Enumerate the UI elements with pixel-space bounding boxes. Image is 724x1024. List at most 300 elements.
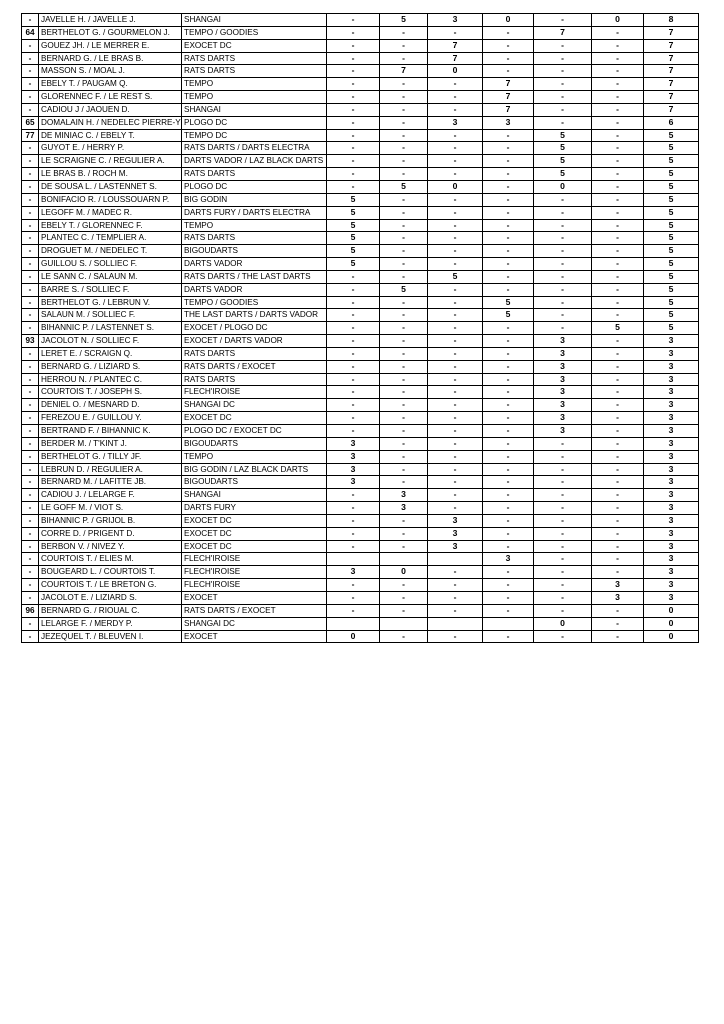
rank-cell: - [22,347,39,360]
rank-cell: - [22,103,39,116]
score-cell-4: - [483,219,534,232]
table-row [22,65,699,78]
club-cell: EXOCET DC [182,412,327,425]
score-cell-3: - [428,450,483,463]
rank-cell: - [22,91,39,104]
score-cell-4: - [483,360,534,373]
score-cell-4: - [483,604,534,617]
player-names-cell: JAVELLE H. / JAVELLE J. [39,14,182,27]
score-cell-4: - [483,527,534,540]
rank-cell: - [22,399,39,412]
player-names-cell: JACOLOT N. / SOLLIEC F. [39,335,182,348]
player-names-cell: LE BRAS B. / ROCH M. [39,168,182,181]
score-cell-5: - [534,65,592,78]
score-cell-1: - [327,168,380,181]
score-cell-3: 3 [428,527,483,540]
rank-cell: - [22,360,39,373]
score-cell-1: 5 [327,245,380,258]
total-cell: 5 [644,180,699,193]
score-cell-2: - [380,309,428,322]
score-cell-3: - [428,103,483,116]
rank-cell: - [22,412,39,425]
score-cell-5: - [534,103,592,116]
score-cell-4: - [483,425,534,438]
club-cell: EXOCET / DARTS VADOR [182,335,327,348]
score-cell-2 [380,617,428,630]
score-cell-4: - [483,463,534,476]
score-cell-6: - [592,373,644,386]
score-cell-4: - [483,180,534,193]
total-cell: 5 [644,129,699,142]
score-cell-3: - [428,142,483,155]
club-cell: FLECH'IROISE [182,579,327,592]
score-cell-4: - [483,26,534,39]
score-cell-2: 5 [380,14,428,27]
score-cell-6: - [592,193,644,206]
player-names-cell: CADIOU J. / LELARGE F. [39,489,182,502]
rank-cell: - [22,206,39,219]
player-names-cell: DE MINIAC C. / EBELY T. [39,129,182,142]
table-row [22,219,699,232]
score-cell-3: - [428,296,483,309]
club-cell: RATS DARTS [182,347,327,360]
score-cell-6: - [592,78,644,91]
table-row [22,129,699,142]
score-cell-6: - [592,527,644,540]
score-cell-3: - [428,206,483,219]
total-cell: 7 [644,39,699,52]
club-cell: BIGOUDARTS [182,437,327,450]
player-names-cell: BIHANNIC P. / GRIJOL B. [39,514,182,527]
player-names-cell: EBELY T. / GLORENNEC F. [39,219,182,232]
table-row [22,463,699,476]
rank-cell: - [22,219,39,232]
table-row [22,412,699,425]
score-cell-5: 0 [534,180,592,193]
score-cell-3: - [428,258,483,271]
club-cell: TEMPO / GOODIES [182,26,327,39]
score-cell-2: - [380,322,428,335]
player-names-cell: CADIOU J / JAOUEN D. [39,103,182,116]
score-cell-3: - [428,360,483,373]
club-cell: TEMPO [182,78,327,91]
score-cell-3: - [428,309,483,322]
total-cell: 5 [644,322,699,335]
total-cell: 7 [644,103,699,116]
score-cell-5: - [534,219,592,232]
table-row [22,335,699,348]
score-cell-2: - [380,335,428,348]
table-row [22,386,699,399]
player-names-cell: DOMALAIN H. / NEDELEC PIERRE-Y [39,116,182,129]
rank-cell: - [22,566,39,579]
score-cell-6: - [592,463,644,476]
total-cell: 0 [644,630,699,643]
total-cell: 3 [644,450,699,463]
score-cell-2: - [380,604,428,617]
score-cell-5: - [534,322,592,335]
score-cell-1: 5 [327,258,380,271]
score-cell-2 [380,553,428,566]
club-cell: TEMPO / GOODIES [182,296,327,309]
rank-cell: - [22,296,39,309]
table-row [22,373,699,386]
score-cell-2: - [380,26,428,39]
score-cell-1: - [327,14,380,27]
score-cell-1: - [327,283,380,296]
score-cell-6: - [592,232,644,245]
score-cell-2: - [380,116,428,129]
score-cell-5: - [534,296,592,309]
club-cell: SHANGAI [182,14,327,27]
score-cell-1: 3 [327,463,380,476]
club-cell: TEMPO [182,219,327,232]
player-names-cell: HERROU N. / PLANTEC C. [39,373,182,386]
score-cell-1: 3 [327,450,380,463]
score-cell-6: - [592,26,644,39]
score-cell-4: - [483,450,534,463]
player-names-cell: LELARGE F. / MERDY P. [39,617,182,630]
score-cell-5: 5 [534,168,592,181]
club-cell: EXOCET DC [182,540,327,553]
score-cell-2: - [380,540,428,553]
player-names-cell: DROGUET M. / NEDELEC T. [39,245,182,258]
score-cell-2: 5 [380,283,428,296]
player-names-cell: PLANTEC C. / TEMPLIER A. [39,232,182,245]
total-cell: 5 [644,296,699,309]
score-cell-6: - [592,309,644,322]
score-cell-1: - [327,116,380,129]
rank-cell: 65 [22,116,39,129]
player-names-cell: LERET E. / SCRAIGN Q. [39,347,182,360]
rank-cell: - [22,527,39,540]
table-row [22,360,699,373]
score-cell-4: - [483,502,534,515]
score-cell-2: - [380,412,428,425]
score-cell-1: - [327,296,380,309]
rank-cell: - [22,502,39,515]
score-cell-6: - [592,155,644,168]
score-cell-2: - [380,296,428,309]
table-row [22,425,699,438]
score-cell-6: - [592,425,644,438]
rank-cell: - [22,232,39,245]
score-cell-6: - [592,258,644,271]
rank-cell: - [22,168,39,181]
score-cell-2: - [380,270,428,283]
score-cell-5: 5 [534,129,592,142]
score-cell-5: - [534,52,592,65]
total-cell: 7 [644,26,699,39]
score-cell-3: - [428,476,483,489]
club-cell: RATS DARTS / DARTS ELECTRA [182,142,327,155]
club-cell: RATS DARTS [182,65,327,78]
score-cell-4: - [483,283,534,296]
score-cell-3: - [428,386,483,399]
table-row [22,399,699,412]
rank-cell: - [22,489,39,502]
player-names-cell: EBELY T. / PAUGAM Q. [39,78,182,91]
player-names-cell: LE SCRAIGNE C. / REGULIER A. [39,155,182,168]
ranking-body [22,14,699,643]
score-cell-3: 3 [428,514,483,527]
score-cell-5: - [534,604,592,617]
score-cell-4: - [483,206,534,219]
score-cell-6: - [592,437,644,450]
total-cell: 5 [644,270,699,283]
player-names-cell: CORRE D. / PRIGENT D. [39,527,182,540]
score-cell-5: - [534,14,592,27]
score-cell-6: - [592,206,644,219]
score-cell-4: 5 [483,309,534,322]
score-cell-6: - [592,502,644,515]
score-cell-2: - [380,129,428,142]
rank-cell: - [22,142,39,155]
score-cell-6: 5 [592,322,644,335]
score-cell-6: - [592,52,644,65]
total-cell: 5 [644,258,699,271]
score-cell-4: 0 [483,14,534,27]
score-cell-3: - [428,489,483,502]
total-cell: 3 [644,527,699,540]
club-cell: RATS DARTS [182,232,327,245]
score-cell-6: - [592,476,644,489]
score-cell-5: 3 [534,335,592,348]
club-cell: EXOCET [182,630,327,643]
score-cell-2: - [380,399,428,412]
score-cell-2: - [380,579,428,592]
score-cell-1 [327,617,380,630]
score-cell-2: - [380,386,428,399]
table-row [22,168,699,181]
rank-cell: - [22,476,39,489]
score-cell-1: - [327,180,380,193]
table-row [22,309,699,322]
rank-cell: - [22,540,39,553]
table-row [22,437,699,450]
score-cell-5: - [534,527,592,540]
player-names-cell: JEZEQUEL T. / BLEUVEN I. [39,630,182,643]
score-cell-4: - [483,193,534,206]
score-cell-2: - [380,52,428,65]
score-cell-3: - [428,283,483,296]
score-cell-3: - [428,347,483,360]
score-cell-1: 5 [327,232,380,245]
player-names-cell: LE GOFF M. / VIOT S. [39,502,182,515]
total-cell: 3 [644,540,699,553]
score-cell-5: 7 [534,26,592,39]
score-cell-3: 3 [428,540,483,553]
score-cell-5: 5 [534,155,592,168]
score-cell-3: - [428,335,483,348]
score-cell-6: 3 [592,579,644,592]
score-cell-5: - [534,116,592,129]
score-cell-3: - [428,604,483,617]
score-cell-6: 0 [592,14,644,27]
total-cell: 0 [644,604,699,617]
score-cell-5: - [534,463,592,476]
score-cell-1: - [327,360,380,373]
total-cell: 3 [644,412,699,425]
score-cell-1: - [327,91,380,104]
score-cell-6: - [592,399,644,412]
score-cell-5: - [534,270,592,283]
rank-cell: - [22,322,39,335]
score-cell-4: - [483,591,534,604]
score-cell-1: - [327,399,380,412]
score-cell-1: - [327,129,380,142]
table-row [22,193,699,206]
score-cell-2: - [380,91,428,104]
score-cell-3: - [428,425,483,438]
club-cell: EXOCET [182,591,327,604]
rank-cell: - [22,579,39,592]
club-cell: EXOCET DC [182,514,327,527]
score-cell-5: - [534,630,592,643]
score-cell-2: 3 [380,489,428,502]
score-cell-2: 3 [380,502,428,515]
total-cell: 5 [644,283,699,296]
score-cell-1: - [327,514,380,527]
score-cell-1: - [327,142,380,155]
club-cell: SHANGAI DC [182,617,327,630]
club-cell: PLOGO DC [182,180,327,193]
score-cell-1: - [327,502,380,515]
score-cell-4: 7 [483,78,534,91]
score-cell-1: - [327,579,380,592]
total-cell: 3 [644,489,699,502]
score-cell-1: - [327,604,380,617]
rank-cell: - [22,193,39,206]
score-cell-2: - [380,103,428,116]
score-cell-5: - [534,91,592,104]
table-row [22,630,699,643]
rank-cell: 93 [22,335,39,348]
total-cell: 7 [644,78,699,91]
score-cell-1: 5 [327,219,380,232]
rank-cell: - [22,553,39,566]
score-cell-5: 3 [534,399,592,412]
player-names-cell: BERTHELOT G. / GOURMELON J. [39,26,182,39]
score-cell-2: - [380,258,428,271]
total-cell: 3 [644,514,699,527]
score-cell-1: - [327,322,380,335]
score-cell-2: - [380,155,428,168]
club-cell: BIG GODIN [182,193,327,206]
score-cell-3: 3 [428,116,483,129]
total-cell: 3 [644,553,699,566]
player-names-cell: COURTOIS T. / ELIES M. [39,553,182,566]
score-cell-3: - [428,219,483,232]
score-cell-2: - [380,373,428,386]
score-cell-6: - [592,245,644,258]
club-cell: RATS DARTS / EXOCET [182,604,327,617]
club-cell: DARTS FURY [182,502,327,515]
score-cell-3: 7 [428,39,483,52]
total-cell: 5 [644,168,699,181]
total-cell: 5 [644,193,699,206]
score-cell-6: - [592,219,644,232]
table-row [22,514,699,527]
score-cell-3: - [428,91,483,104]
total-cell: 5 [644,232,699,245]
score-cell-5: 3 [534,373,592,386]
score-cell-2: 5 [380,180,428,193]
table-row [22,347,699,360]
rank-cell: - [22,65,39,78]
total-cell: 3 [644,566,699,579]
score-cell-3 [428,553,483,566]
score-cell-5: - [534,78,592,91]
rank-cell: 77 [22,129,39,142]
player-names-cell: BERDER M. / T'KINT J. [39,437,182,450]
rank-cell: - [22,437,39,450]
total-cell: 3 [644,591,699,604]
score-cell-4 [483,617,534,630]
score-cell-4: - [483,476,534,489]
score-cell-3: - [428,78,483,91]
score-cell-3: 7 [428,52,483,65]
rank-cell: - [22,309,39,322]
score-cell-1: 3 [327,437,380,450]
player-names-cell: BERTRAND F. / BIHANNIC K. [39,425,182,438]
rank-cell: - [22,386,39,399]
score-cell-1 [327,553,380,566]
rank-cell: - [22,39,39,52]
score-cell-1: - [327,591,380,604]
total-cell: 5 [644,219,699,232]
score-cell-1: 0 [327,630,380,643]
score-cell-4: 3 [483,116,534,129]
table-row [22,270,699,283]
score-cell-5: - [534,591,592,604]
club-cell: DARTS FURY / DARTS ELECTRA [182,206,327,219]
score-cell-6: - [592,103,644,116]
table-row [22,155,699,168]
score-cell-2: - [380,360,428,373]
score-cell-1: 5 [327,206,380,219]
score-cell-3: - [428,566,483,579]
score-cell-4: - [483,386,534,399]
player-names-cell: COURTOIS T. / LE BRETON G. [39,579,182,592]
table-row [22,283,699,296]
total-cell: 5 [644,206,699,219]
score-cell-6: - [592,116,644,129]
score-cell-5: - [534,579,592,592]
score-cell-6: - [592,604,644,617]
club-cell: RATS DARTS / THE LAST DARTS [182,270,327,283]
score-cell-5: - [534,437,592,450]
score-cell-3: 3 [428,14,483,27]
rank-cell: 96 [22,604,39,617]
score-cell-4: - [483,129,534,142]
table-row [22,450,699,463]
score-cell-2: - [380,476,428,489]
total-cell: 8 [644,14,699,27]
score-cell-2: - [380,450,428,463]
score-cell-6: - [592,630,644,643]
player-names-cell: COURTOIS T. / JOSEPH S. [39,386,182,399]
player-names-cell: BERBON V. / NIVEZ Y. [39,540,182,553]
player-names-cell: MASSON S. / MOAL J. [39,65,182,78]
score-cell-5: - [534,245,592,258]
score-cell-6: - [592,347,644,360]
club-cell: FLECH'IROISE [182,386,327,399]
score-cell-6: - [592,514,644,527]
score-cell-5: 3 [534,386,592,399]
score-cell-3: - [428,168,483,181]
table-row [22,476,699,489]
